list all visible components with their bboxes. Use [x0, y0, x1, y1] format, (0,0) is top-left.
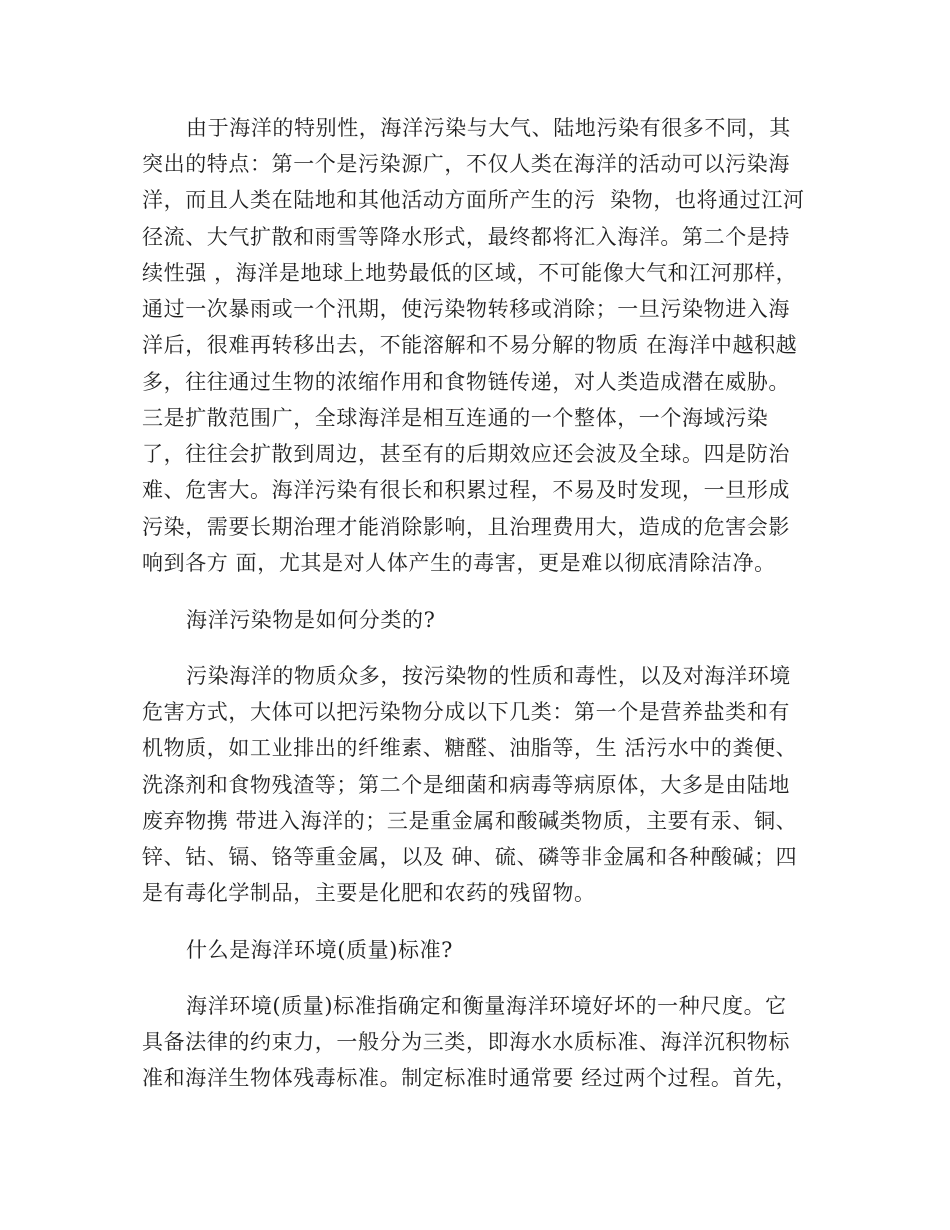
paragraph-3-line-3: 准和海洋生物体残毒标准。制定标准时通常要 经过两个过程。首先，	[142, 1066, 798, 1090]
paragraph-2-line-6: 锌、钴、镉、铬等重金属，以及 砷、硫、磷等非金属和各种酸碱；四	[142, 845, 798, 869]
paragraph-2-line-1: 污染海洋的物质众多，按污染物的性质和毒性，以及对海洋环境	[186, 664, 791, 688]
paragraph-1-line-4: 径流、大气扩散和雨雪等降水形式，最终都将汇入海洋。第二个是持	[142, 225, 790, 249]
paragraph-2-line-5: 废弃物携 带进入海洋的；三是重金属和酸碱类物质，主要有汞、铜、	[142, 809, 798, 833]
paragraph-3-line-1: 海洋环境(质量)标准指确定和衡量海洋环境好坏的一种尺度。它	[186, 994, 787, 1018]
paragraph-1-line-10: 了，往往会扩散到周边，甚至有的后期效应还会波及全球。四是防治	[142, 442, 790, 466]
paragraph-1-line-12: 污染，需要长期治理才能消除影响，且治理费用大，造成的危害会影	[142, 515, 790, 539]
paragraph-1-line-3: 洋，而且人类在陆地和其他活动方面所产生的污 染物，也将通过江河	[142, 188, 805, 212]
paragraph-1-line-8: 多，往往通过生物的浓缩作用和食物链传递，对人类造成潜在威胁。	[142, 370, 790, 394]
paragraph-1-line-9: 三是扩散范围广，全球海洋是相互连通的一个整体，一个海域污染	[142, 406, 769, 430]
paragraph-1-line-5: 续性强 ，海洋是地球上地势最低的区域，不可能像大气和江河那样，	[142, 261, 798, 285]
paragraph-2-line-7: 是有毒化学制品，主要是化肥和农药的残留物。	[142, 881, 596, 905]
paragraph-1-line-6: 通过一次暴雨或一个汛期，使污染物转移或消除；一旦污染物进入海	[142, 297, 790, 321]
paragraph-2-line-2: 危害方式，大体可以把污染物分成以下几类：第一个是营养盐类和有	[142, 700, 790, 724]
paragraph-1-line-13: 响到各方 面，尤其是对人体产生的毒害，更是难以彻底清除洁净。	[142, 551, 776, 575]
paragraph-2-line-4: 洗涤剂和食物残渣等；第二个是细菌和病毒等病原体，大多是由陆地	[142, 773, 790, 797]
paragraph-2-line-3: 机物质，如工业排出的纤维素、糖醛、油脂等，生 活污水中的粪便、	[142, 736, 798, 760]
paragraph-1-line-2: 突出的特点：第一个是污染源广，不仅人类在海洋的活动可以污染海	[142, 152, 790, 176]
paragraph-1-line-7: 洋后，很难再转移出去，不能溶解和不易分解的物质 在海洋中越积越	[142, 333, 798, 357]
section-heading-pollutant-classification: 海洋污染物是如何分类的?	[186, 608, 436, 632]
section-heading-environment-standard: 什么是海洋环境(质量)标准?	[186, 938, 454, 962]
paragraph-1-line-11: 难、危害大。海洋污染有很长和积累过程，不易及时发现，一旦形成	[142, 478, 790, 502]
paragraph-1-line-1: 由于海洋的特别性，海洋污染与大气、陆地污染有很多不同，其	[186, 116, 791, 140]
paragraph-3-line-2: 具备法律的约束力，一般分为三类，即海水水质标准、海洋沉积物标	[142, 1030, 790, 1054]
